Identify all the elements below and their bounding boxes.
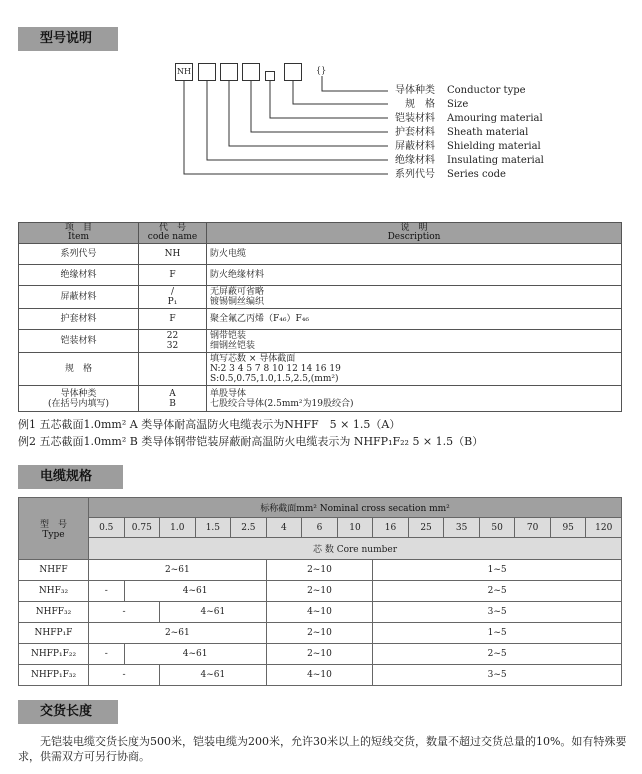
table-row: 规 格 填写芯数 × 导体截面 N:2 3 4 5 7 8 10 12 14 16 19 S:0.5,0.75,1.0,1.5,2.5,(mm²) xyxy=(19,353,622,386)
code-table xyxy=(18,222,622,412)
model-diagram-lines xyxy=(0,0,642,220)
header-item: 项 目 Item xyxy=(19,223,139,244)
table-row: 导体种类 (在括号内填写) A B 单股导体 七股绞合导体(2.5mm²为19股绞合) xyxy=(19,386,622,412)
section-header-spec: 电缆规格 xyxy=(18,465,123,489)
table-row: NHFF₃₂ - 4~61 4~10 3~5 xyxy=(19,602,622,623)
spec-table: 型 号 Type 标称截面mm² Nominal cross secation mm² 0.5 0.75 1.0 1.5 2.5 4 6 10 16 25 35 50 70 95 120 芯 数 Core number NHFF 2~61 2~10 1~5 NHF₃₂ - 4~61 2~10 2~5 NHFF₃₂ - 4~61 4~10 3~5 NHFP₁F 2~61 2~10 1~5 NHFP₁F₂₂ - 4~61 2~10 2~5 NHFP₁F₃₂ - 4~61 4~10 3~5 xyxy=(18,497,622,686)
section-header-delivery: 交货长度 xyxy=(18,700,118,724)
legend-insulation: 绝缘材料 Insulating material xyxy=(395,155,544,166)
legend-size: 规 格 Size xyxy=(405,99,469,110)
table-row: NHFP₁F₃₂ - 4~61 4~10 3~5 xyxy=(19,665,622,686)
delivery-note: 无铠装电缆交货长度为500米，铠装电缆为200米，允许30米以上的短线交货，数量不超过交货总量的10%。如有特殊要求，供需双方可另行协商。 xyxy=(18,735,627,763)
header-desc: 说 明 Description xyxy=(207,223,622,244)
table-row: NHFP₁F₂₂ - 4~61 2~10 2~5 xyxy=(19,644,622,665)
cross-section-header: 标称截面mm² Nominal cross secation mm² xyxy=(89,498,622,518)
legend-series: 系列代号 Series code xyxy=(395,169,506,180)
table-row: 铠装材料 22 32 钢带铠装 细钢丝铠装 xyxy=(19,330,622,353)
legend-shield: 屏蔽材料 Shielding material xyxy=(395,141,541,152)
table-row: 系列代号 NH 防火电缆 xyxy=(19,244,622,265)
table-row: NHFP₁F 2~61 2~10 1~5 xyxy=(19,623,622,644)
table-row: NHFF 2~61 2~10 1~5 xyxy=(19,560,622,581)
example-1: 例1 五芯截面1.0mm² A 类导体耐高温防火电缆表示为NHFF 5 × 1.5（A） xyxy=(18,418,401,431)
section-header-model: 型号说明 xyxy=(18,27,118,51)
model-box-nh: NH xyxy=(175,63,193,81)
core-number-header: 芯 数 Core number xyxy=(89,538,622,560)
legend-conductor: 导体种类 Conductor type xyxy=(395,85,526,96)
table-row: 屏蔽材料 / P₁ 无屏蔽可省略 镀锡铜丝编织 xyxy=(19,286,622,309)
model-brace: {} xyxy=(316,66,327,75)
header-code: 代 号 code name xyxy=(139,223,207,244)
table-row: NHF₃₂ - 4~61 2~10 2~5 xyxy=(19,581,622,602)
legend-sheath: 护套材料 Sheath material xyxy=(395,127,529,138)
table-row: 护套材料 F 聚全氟乙丙烯（F₄₆）F₄₆ xyxy=(19,309,622,330)
spec-type-header: 型 号 Type xyxy=(19,498,89,560)
example-2: 例2 五芯截面1.0mm² B 类导体钢带铠装屏蔽耐高温防火电缆表示为 NHFP₁F₂₂ 5 × 1.5（B） xyxy=(18,435,484,448)
table-row: 绝缘材料 F 防火绝缘材料 xyxy=(19,265,622,286)
legend-armour: 铠装材料 Amouring material xyxy=(395,113,543,124)
